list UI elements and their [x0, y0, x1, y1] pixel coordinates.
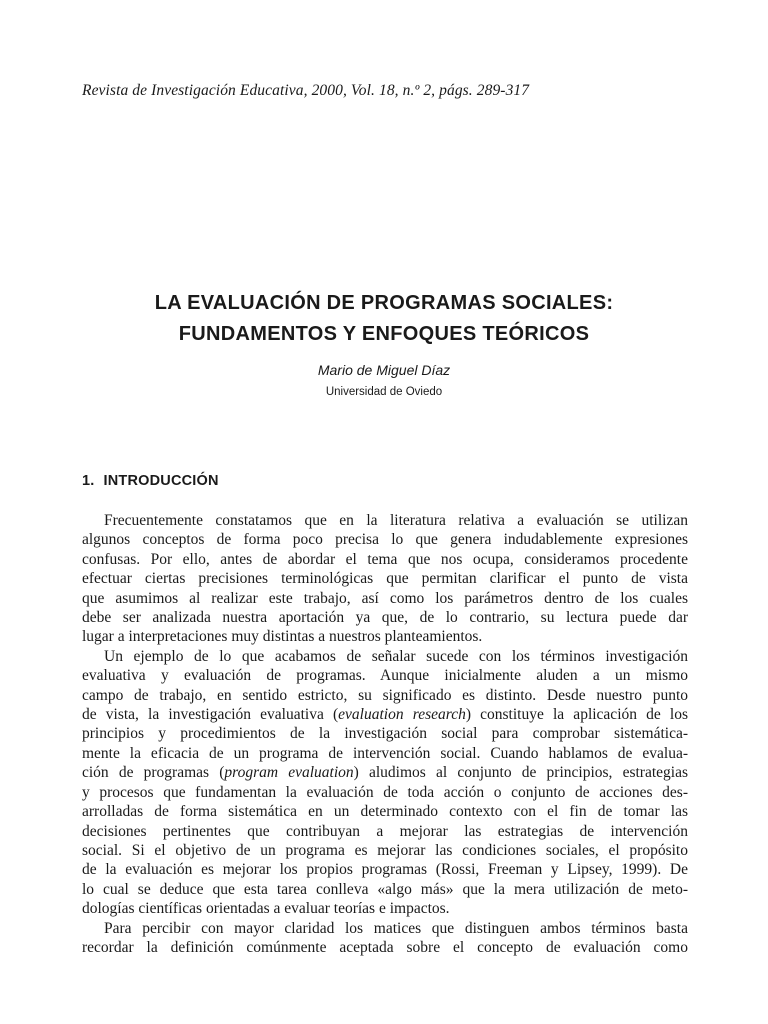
text-fragment: ) constituye la aplicación de los	[465, 706, 688, 724]
italic-term: program evaluation	[224, 764, 354, 782]
text-line: decisiones pertinentes que contribuyan a mejorar las estrategias de intervención	[82, 822, 688, 840]
text-line: y procesos que fundamentan la evaluación de toda acción o conjunto de acciones des-	[82, 783, 688, 801]
text-line: lugar a interpretaciones muy distintas a nuestros planteamientos.	[82, 628, 483, 646]
text-line: que asumimos al realizar este trabajo, así como los parámetros dentro de los cuales	[82, 589, 688, 607]
author-name: Mario de Miguel Díaz	[317, 362, 451, 378]
text-line: recordar la definición comúnmente aceptada sobre el concepto de evaluación como	[82, 938, 688, 956]
body-text	[82, 511, 688, 957]
text-line: confusas. Por ello, antes de abordar el tema que nos ocupa, consideramos procedente	[82, 550, 688, 568]
article-title	[0, 288, 768, 350]
paragraph-3	[82, 919, 688, 958]
text-line: Frecuentemente constatamos que en la literatura relativa a evaluación se utilizan	[104, 512, 688, 529]
text-fragment: ción de programas (	[82, 764, 225, 782]
text-line: campo de trabajo, en sentido estricto, su significado es distinto. Desde nuestro punto	[82, 686, 688, 704]
text-line: de la evaluación es mejorar los propios programas (Rossi, Freeman y Lipsey, 1999). De	[82, 861, 688, 879]
text-line: evaluativa y evaluación de programas. Aunque inicialmente aluden a un mismo	[82, 667, 688, 685]
text-line: dologías científicas orientadas a evaluar teorías e impactos.	[82, 900, 450, 918]
italic-term: evaluation research	[338, 706, 466, 724]
text-line: principios y procedimientos de la investigación social para comprobar sistemática-	[82, 725, 688, 743]
paragraph-1	[82, 511, 688, 647]
text-line: lo cual se deduce que esta tarea conlleva «algo más» que la mera utilización de meto-	[82, 880, 688, 898]
text-line: algunos conceptos de forma poco precisa lo que genera indudablemente expresiones	[82, 531, 688, 549]
journal-header: Revista de Investigación Educativa, 2000, Vol. 18, n.º 2, págs. 289-317	[82, 82, 530, 99]
section-title: INTRODUCCIÓN	[103, 473, 219, 489]
text-line: arrolladas de forma sistemática en un determinado contexto con el fin de tomar las	[82, 803, 688, 821]
title-line-1: LA EVALUACIÓN DE PROGRAMAS SOCIALES:	[154, 292, 614, 314]
text-line: debe ser analizada nuestra aportación ya que, de lo contrario, su lectura puede dar	[82, 609, 688, 627]
text-fragment: de vista, la investigación evaluativa (	[82, 706, 339, 724]
text-line: social. Si el objetivo de un programa es mejorar las condiciones sociales, el propósito	[82, 841, 688, 859]
text-line: Para percibir con mayor claridad los matices que distinguen ambos términos basta	[104, 919, 688, 937]
text-line: efectuar ciertas precisiones terminológicas que permitan clarificar el punto de vista	[82, 570, 688, 588]
section-number: 1.	[82, 473, 95, 489]
text-line: Un ejemplo de lo que acabamos de señalar sucede con los términos investigación	[104, 647, 688, 665]
text-line: mente la eficacia de un programa de intervención social. Cuando hablamos de evalua-	[82, 744, 688, 762]
author-affiliation: Universidad de Oviedo	[325, 386, 443, 398]
paragraph-2	[82, 647, 688, 919]
title-line-2: FUNDAMENTOS Y ENFOQUES TEÓRICOS	[178, 323, 590, 345]
text-line	[82, 763, 688, 782]
text-line	[82, 705, 688, 724]
section-heading	[82, 473, 219, 489]
text-fragment: ) aludimos al conjunto de principios, estrategias	[353, 764, 688, 782]
